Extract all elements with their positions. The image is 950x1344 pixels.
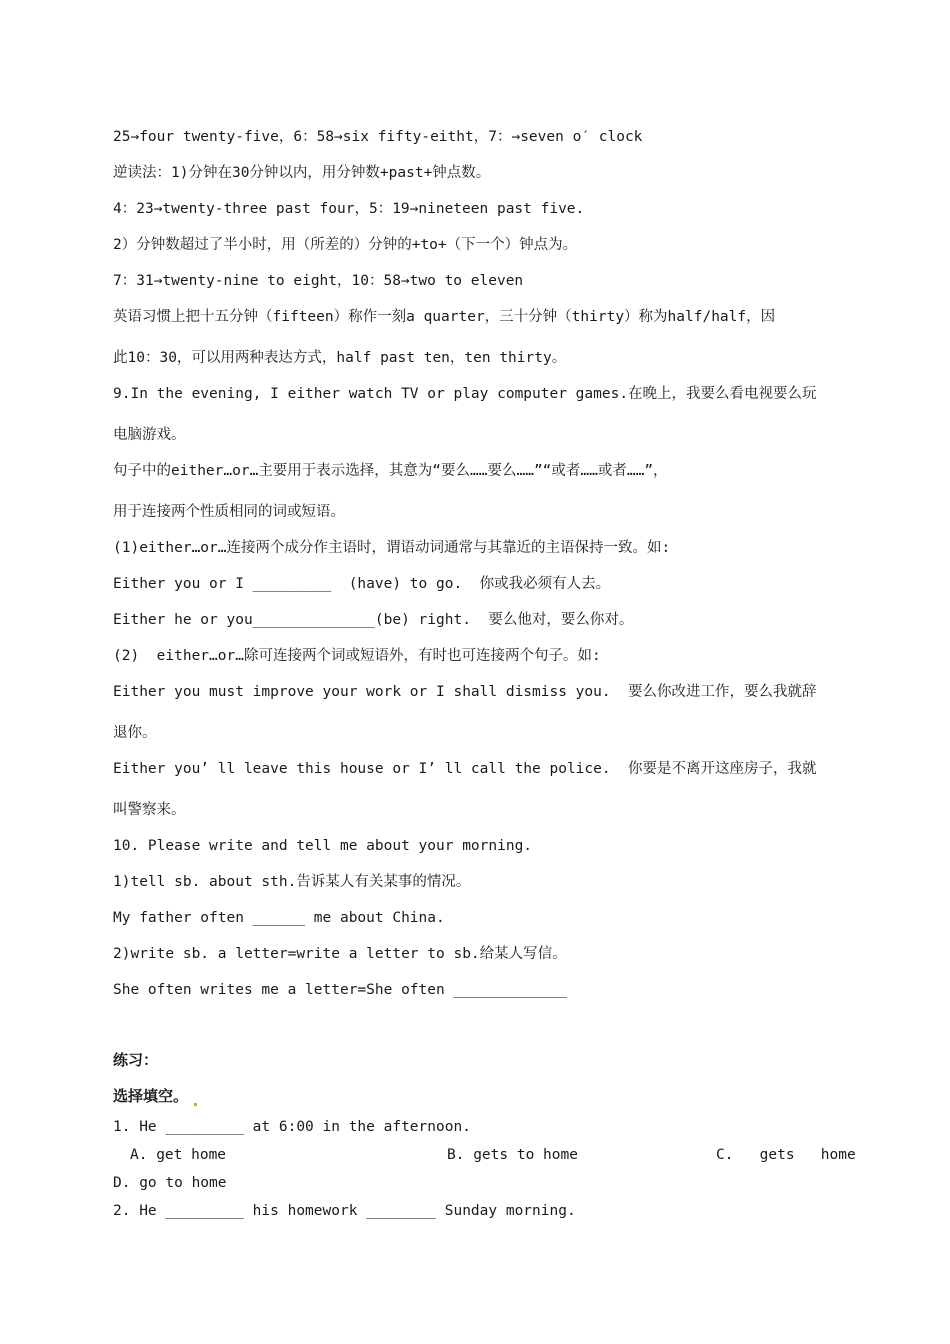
text-line: 25→four twenty-five，6：58→six fifty-eitht，7：→seven o′ clock [113, 129, 643, 145]
text-line: 7：31→twenty-nine to eight，10：58→two to eleven [113, 273, 524, 289]
text-line: 9.In the evening, I either watch TV or play computer games.在晚上，我要么看电视要么玩 [113, 386, 817, 402]
text-line: Either he or you______________(be) right. 要么他对，要么你对。 [113, 612, 634, 628]
text-line: 句子中的either…or…主要用于表示选择，其意为“要么……要么……”“或者……或者……”， [113, 463, 668, 479]
text-line: 用于连接两个性质相同的词或短语。 [113, 504, 345, 520]
text-line: My father often ______ me about China. [113, 910, 445, 926]
question-1: 1. He _________ at 6:00 in the afternoon. [113, 1119, 471, 1135]
option-b: B. gets to home [447, 1147, 578, 1163]
text-line: 10. Please write and tell me about your morning. [113, 838, 533, 854]
text-line: 此10：30，可以用两种表达方式，half past ten，ten thirty。 [113, 350, 567, 366]
text-line: She often writes me a letter=She often _____________ [113, 982, 567, 998]
text-line: Either you’ ll leave this house or I’ ll call the police. 你要是不离开这座房子，我就 [113, 761, 817, 777]
exercise-heading: 练习： [113, 1051, 159, 1069]
exercise-subheading: 选择填空。 [113, 1086, 860, 1106]
text-line: 退你。 [113, 725, 157, 741]
text-line: (2) either…or…除可连接两个词或短语外，有时也可连接两个句子。如: [113, 648, 601, 664]
text-line: Either you must improve your work or I shall dismiss you. 要么你改进工作，要么我就辞 [113, 684, 817, 700]
text-line: 4：23→twenty-three past four，5：19→nineteen past five. [113, 201, 585, 217]
text-line: 1)tell sb. about sth.告诉某人有关某事的情况。 [113, 874, 471, 890]
text-line: 2）分钟数超过了半小时，用（所差的）分钟的+to+（下一个）钟点为。 [113, 237, 578, 253]
question-2: 2. He _________ his homework ________ Sunday morning. [113, 1203, 576, 1219]
option-a: A. get home [130, 1147, 227, 1163]
text-line: 叫警察来。 [113, 802, 186, 818]
text-line: 英语习惯上把十五分钟（fifteen）称作一刻a quarter，三十分钟（thirty）称为half/half，因 [113, 309, 776, 325]
text-line: Either you or I _________ (have) to go. 你或我必须有人去。 [113, 576, 611, 592]
marker-dot [194, 1103, 197, 1106]
text-line: 2)write sb. a letter=write a letter to sb.给某人写信。 [113, 946, 567, 962]
option-d: D. go to home [113, 1175, 227, 1191]
text-line: 逆读法：1)分钟在30分钟以内，用分钟数+past+钟点数。 [113, 165, 491, 181]
text-line: 电脑游戏。 [113, 427, 186, 443]
option-c: C. gets home [716, 1147, 856, 1163]
text-line: (1)either…or…连接两个成分作主语时，谓语动词通常与其靠近的主语保持一致。如: [113, 540, 671, 556]
